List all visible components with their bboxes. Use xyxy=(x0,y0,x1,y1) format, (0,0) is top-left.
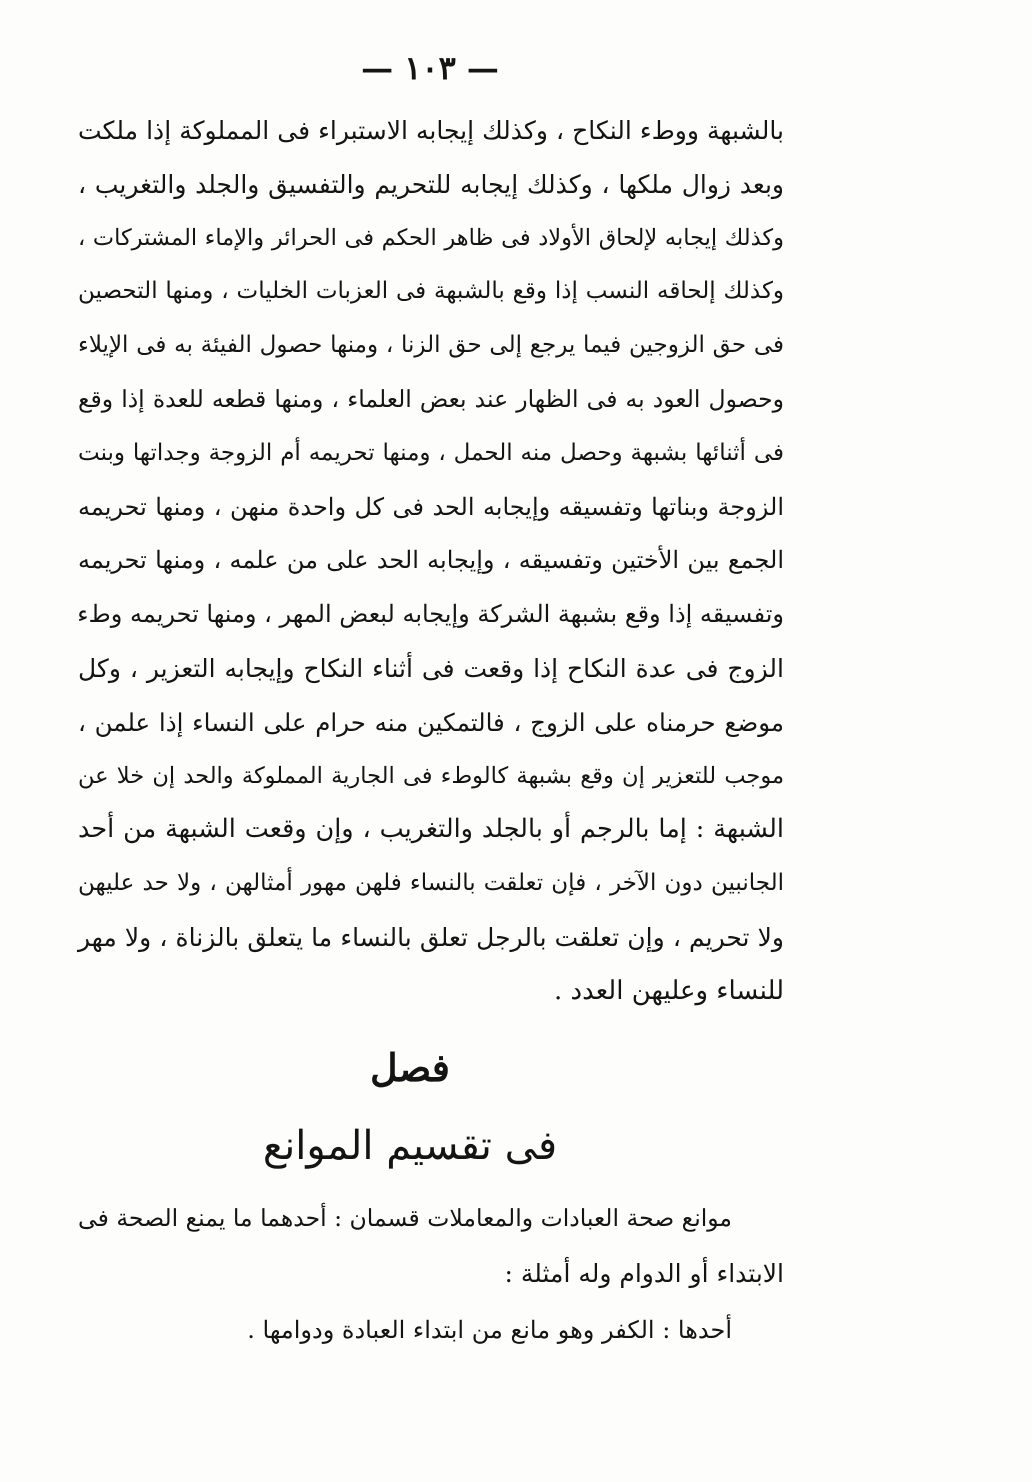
text-line: وكذلك إيجابه لإلحاق الأولاد فى ظاهر الحكم فى الحرائر والإماء المشتركات ، xyxy=(78,224,784,251)
text-line: ولا تحريم ، وإن تعلقت بالرجل تعلق بالنساء ما يتعلق بالزناة ، ولا مهر xyxy=(78,922,784,952)
text-line: للنساء وعليهن العدد . xyxy=(554,975,784,1006)
text-line: الشبهة : إما بالرجم أو بالجلد والتغريب ، وإن وقعت الشبهة من أحد xyxy=(78,814,784,845)
page-number: — ١٠٣ — xyxy=(361,49,499,87)
text-line: موانع صحة العبادات والمعاملات قسمان : أحدهما ما يمنع الصحة فى xyxy=(78,1204,732,1232)
section-subtitle: فى تقسيم الموانع xyxy=(262,1123,558,1169)
list-item: أحدها : الكفر وهو مانع من ابتداء العبادة ودوامها . xyxy=(247,1316,732,1344)
text-line: فى أثنائها بشبهة وحصل منه الحمل ، ومنها تحريمه أم الزوجة وجداتها وبنت xyxy=(78,439,784,466)
text-line: وحصول العود به فى الظهار عند بعض العلماء ، ومنها قطعه للعدة إذا وقع xyxy=(78,384,784,413)
body-paragraph xyxy=(78,104,784,1019)
text-line: فى حق الزوجين فيما يرجع إلى حق الزنا ، ومنها حصول الفيئة به فى الإيلاء xyxy=(78,332,784,359)
section-paragraph xyxy=(78,1190,784,1358)
text-line: وكذلك إلحاقه النسب إذا وقع بالشبهة فى العزبات الخليات ، ومنها التحصين xyxy=(78,278,784,305)
text-line: موضع حرمناه على الزوج ، فالتمكين منه حرام على النساء إذا علمن ، xyxy=(78,707,784,737)
text-line: الجانبين دون الآخر ، فإن تعلقت بالنساء فلهن مهور أمثالهن ، ولا حد عليهن xyxy=(78,870,784,897)
text-line: الزوج فى عدة النكاح إذا وقعت فى أثناء النكاح وإيجابه التعزير ، وكل xyxy=(78,653,784,683)
text-line: وبعد زوال ملكها ، وكذلك إيجابه للتحريم والتفسيق والجلد والتغريب ، xyxy=(78,169,784,199)
text-line: الجمع بين الأختين وتفسيقه ، وإيجابه الحد على من علمه ، ومنها تحريمه xyxy=(78,546,784,575)
text-line: وتفسيقه إذا وقع بشبهة الشركة وإيجابه لبعض المهر ، ومنها تحريمه وطء xyxy=(77,600,784,629)
text-line: موجب للتعزير إن وقع بشبهة كالوطء فى الجارية المملوكة والحد إن خلا عن xyxy=(78,762,784,789)
section-title: فصل xyxy=(370,1045,450,1090)
text-line: بالشبهة ووطء النكاح ، وكذلك إيجابه الاستبراء فى المملوكة إذا ملكت xyxy=(78,116,784,145)
text-line: الابتداء أو الدوام وله أمثلة : xyxy=(504,1259,784,1288)
text-line: الزوجة وبناتها وتفسيقه وإيجابه الحد فى كل واحدة منهن ، ومنها تحريمه xyxy=(78,492,784,521)
